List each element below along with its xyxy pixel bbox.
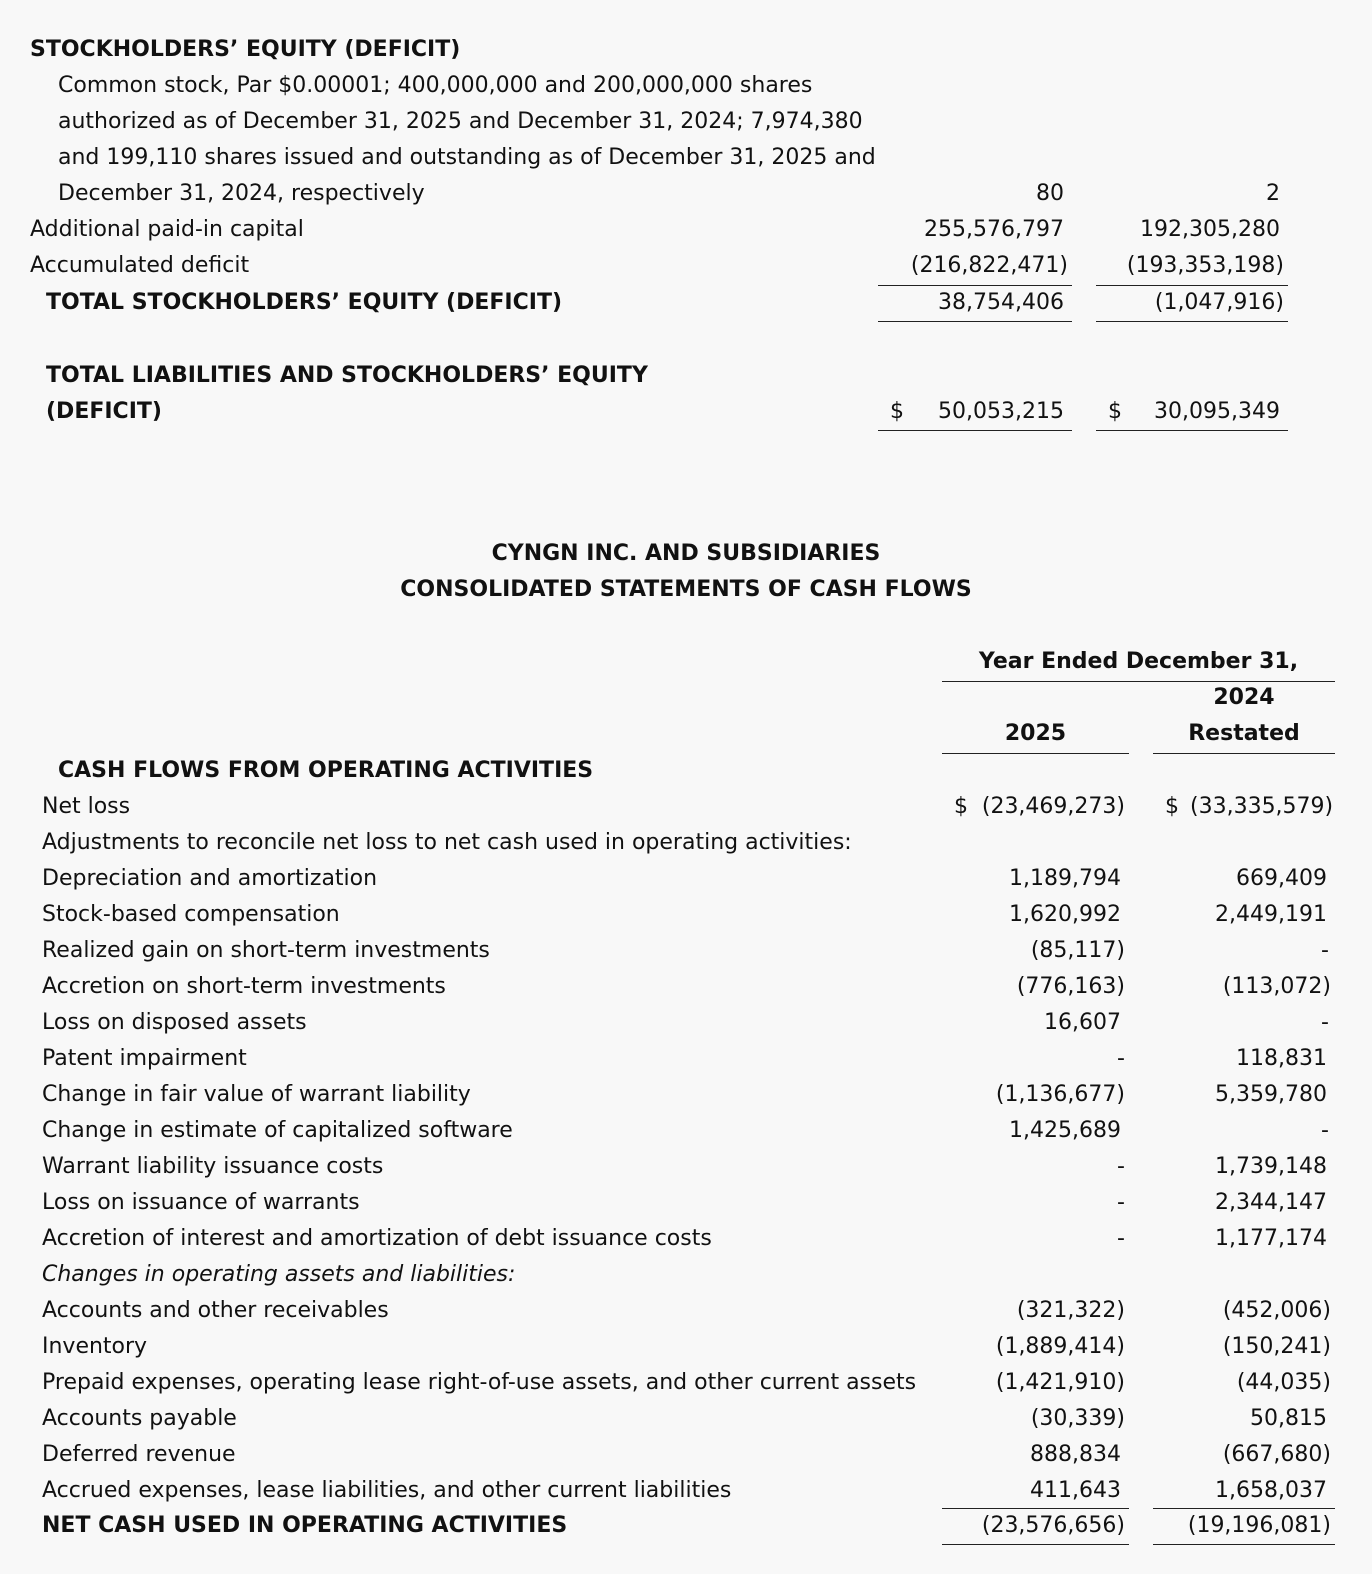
row-label: Warrant liability issuance costs (42, 1154, 384, 1179)
common-stock-line-1: Common stock, Par $0.00001; 400,000,000 and 200,000,000 shares (58, 73, 813, 98)
row-label: Accounts and other receivables (42, 1298, 389, 1323)
row-label: Accretion on short-term investments (42, 974, 446, 999)
company-name: CYNGN INC. AND SUBSIDIARIES (491, 541, 881, 566)
currency-symbol-2024: $ (1108, 399, 1122, 424)
row-2025: - (1117, 1046, 1125, 1071)
row-2025: 16,607 (1044, 1010, 1121, 1035)
row-label: Loss on issuance of warrants (42, 1190, 360, 1215)
row-2024: - (1321, 938, 1329, 963)
row-2024: 1,739,148 (1215, 1154, 1327, 1179)
net-cash-2024: (19,196,081) (1187, 1513, 1331, 1538)
row-2024: 1,177,174 (1215, 1226, 1327, 1251)
currency-symbol-2025: $ (890, 399, 904, 424)
currency-symbol-2025: $ (954, 794, 968, 819)
grand-total-rule-2025 (878, 430, 1072, 431)
row-label: Accounts payable (42, 1406, 237, 1431)
row-2024: (113,072) (1222, 974, 1331, 999)
net-cash-rule-bottom-2025 (942, 1544, 1129, 1545)
apic-2025: 255,576,797 (924, 217, 1064, 242)
total-liabilities-2025: 50,053,215 (938, 399, 1064, 424)
adjustments-label: Adjustments to reconcile net loss to net cash used in operating activities: (42, 830, 852, 855)
total-equity-label: TOTAL STOCKHOLDERS’ EQUITY (DEFICIT) (46, 290, 563, 315)
net-cash-2025: (23,576,656) (981, 1513, 1125, 1538)
row-2024: 669,409 (1236, 866, 1327, 891)
row-2025: (1,889,414) (995, 1334, 1125, 1359)
row-2025: 888,834 (1030, 1442, 1121, 1467)
row-2025: (321,322) (1016, 1298, 1125, 1323)
total-liabilities-2024: 30,095,349 (1154, 399, 1280, 424)
total-equity-2024: (1,047,916) (1154, 290, 1284, 315)
total-liabilities-label-line-2: (DEFICIT) (46, 399, 162, 424)
row-2025: 411,643 (1030, 1478, 1121, 1503)
common-stock-line-4: December 31, 2024, respectively (58, 181, 425, 206)
col-2024-header-rule (1153, 753, 1335, 754)
total-equity-2025: 38,754,406 (938, 290, 1064, 315)
currency-symbol-2024: $ (1165, 794, 1179, 819)
row-2024: (44,035) (1236, 1370, 1331, 1395)
total-liabilities-label-line-1: TOTAL LIABILITIES AND STOCKHOLDERS’ EQUITY (46, 363, 648, 388)
row-label: Patent impairment (42, 1046, 247, 1071)
row-label: Change in estimate of capitalized software (42, 1118, 513, 1143)
row-2024: (667,680) (1222, 1442, 1331, 1467)
row-2025: (85,117) (1030, 938, 1125, 963)
col-2024-restated: Restated (1188, 721, 1300, 746)
grand-total-rule-2024 (1096, 430, 1288, 431)
period-header: Year Ended December 31, (978, 649, 1299, 674)
total-rule-2024 (1096, 321, 1288, 322)
row-2024: 50,815 (1250, 1406, 1327, 1431)
row-2025: 1,189,794 (1009, 866, 1121, 891)
row-2025: (776,163) (1016, 974, 1125, 999)
accumulated-deficit-2025: (216,822,471) (910, 253, 1068, 278)
row-2025: - (1117, 1226, 1125, 1251)
row-2025: 1,620,992 (1009, 902, 1121, 927)
row-2025: (1,136,677) (995, 1082, 1125, 1107)
common-stock-line-3: and 199,110 shares issued and outstanding as of December 31, 2025 and (58, 145, 876, 170)
row-2024: (150,241) (1222, 1334, 1331, 1359)
operating-activities-header: CASH FLOWS FROM OPERATING ACTIVITIES (58, 758, 594, 783)
row-label: Accrued expenses, lease liabilities, and other current liabilities (42, 1478, 732, 1503)
row-label: Realized gain on short-term investments (42, 938, 490, 963)
accumulated-deficit-2024: (193,353,198) (1126, 253, 1284, 278)
row-2024: (452,006) (1222, 1298, 1331, 1323)
row-label: Depreciation and amortization (42, 866, 378, 891)
row-label: Accretion of interest and amortization of debt issuance costs (42, 1226, 712, 1251)
row-2025: - (1117, 1190, 1125, 1215)
row-label: Inventory (42, 1334, 148, 1359)
row-2025: (1,421,910) (995, 1370, 1125, 1395)
row-2025: 1,425,689 (1009, 1118, 1121, 1143)
net-cash-label: NET CASH USED IN OPERATING ACTIVITIES (42, 1513, 568, 1538)
row-label: Deferred revenue (42, 1442, 236, 1467)
apic-2024: 192,305,280 (1140, 217, 1280, 242)
row-2024: 2,344,147 (1215, 1190, 1327, 1215)
row-label: Loss on disposed assets (42, 1010, 307, 1035)
row-2025: (30,339) (1030, 1406, 1125, 1431)
statement-title: CONSOLIDATED STATEMENTS OF CASH FLOWS (400, 577, 972, 602)
accumulated-deficit-label: Accumulated deficit (30, 253, 250, 278)
row-2024: 2,449,191 (1215, 902, 1327, 927)
row-2024: 1,658,037 (1215, 1478, 1327, 1503)
row-2024: - (1321, 1010, 1329, 1035)
row-label: Prepaid expenses, operating lease right-of-use assets, and other current assets (42, 1370, 917, 1395)
common-stock-2025: 80 (1036, 181, 1064, 206)
net-loss-2025: (23,469,273) (981, 794, 1125, 819)
row-2024: 5,359,780 (1215, 1082, 1327, 1107)
common-stock-2024: 2 (1266, 181, 1280, 206)
equity-header: STOCKHOLDERS’ EQUITY (DEFICIT) (30, 37, 461, 62)
row-2024: 118,831 (1236, 1046, 1327, 1071)
common-stock-line-2: authorized as of December 31, 2025 and December 31, 2024; 7,974,380 (58, 109, 863, 134)
apic-label: Additional paid-in capital (30, 217, 304, 242)
changes-label: Changes in operating assets and liabilities: (42, 1262, 516, 1287)
row-2025: - (1117, 1154, 1125, 1179)
row-label: Change in fair value of warrant liability (42, 1082, 471, 1107)
net-loss-2024: (33,335,579) (1190, 794, 1334, 819)
net-cash-rule-bottom-2024 (1153, 1544, 1335, 1545)
net-loss-label: Net loss (42, 794, 131, 819)
col-2025-header-rule (942, 753, 1129, 754)
row-label: Stock-based compensation (42, 902, 340, 927)
col-2024-year: 2024 (1213, 685, 1275, 710)
row-2024: - (1321, 1118, 1329, 1143)
total-rule-2025 (878, 321, 1072, 322)
col-2025-header: 2025 (1004, 721, 1067, 746)
